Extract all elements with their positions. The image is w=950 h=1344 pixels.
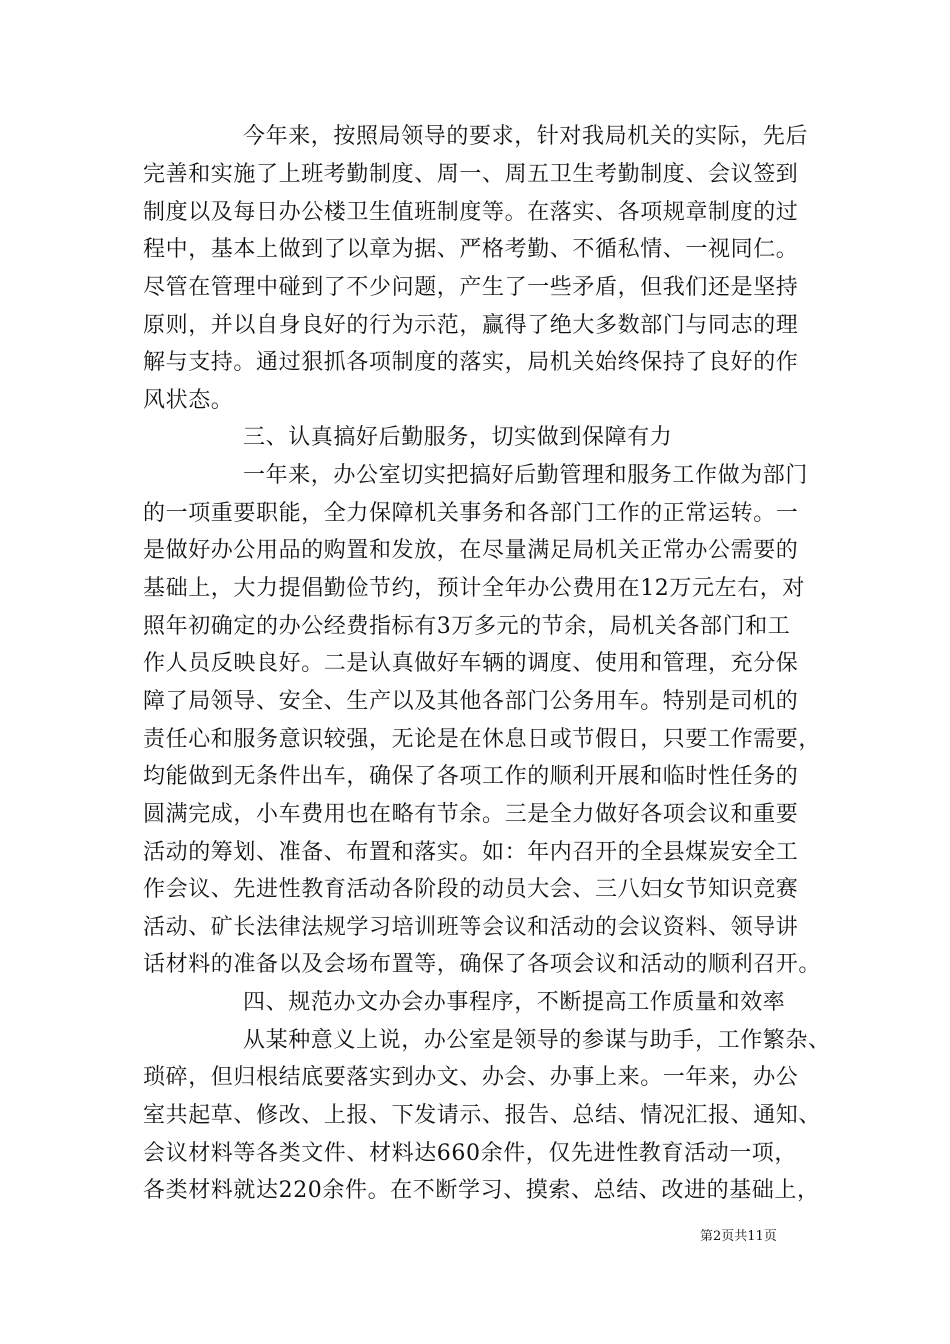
- paragraph-line: 程中，基本上做到了以章为据、严格考勤、不循私情、一视同仁。: [143, 237, 799, 262]
- paragraph-line: 是做好办公用品的购置和发放，在尽量满足局机关正常办公需要的: [143, 538, 799, 563]
- paragraph-line: 制度以及每日办公楼卫生值班制度等。在落实、各项规章制度的过: [143, 200, 799, 225]
- paragraph-line: 完善和实施了上班考勤制度、周一、周五卫生考勤制度、会议签到: [143, 162, 799, 187]
- paragraph-line: 活动的筹划、准备、布置和落实。如：年内召开的全县煤炭安全工: [143, 840, 799, 865]
- paragraph-line: 均能做到无条件出车，确保了各项工作的顺利开展和临时性任务的: [143, 764, 799, 789]
- paragraph-line: 圆满完成，小车费用也在略有节余。三是全力做好各项会议和重要: [143, 802, 799, 827]
- paragraph-line: 从某种意义上说，办公室是领导的参谋与助手，工作繁杂、: [243, 1028, 831, 1053]
- paragraph-line: 一年来，办公室切实把搞好后勤管理和服务工作做为部门: [243, 463, 809, 488]
- paragraph-line: 各类材料就达220余件。在不断学习、摸索、总结、改进的基础上，: [143, 1178, 820, 1203]
- paragraph-line: 照年初确定的办公经费指标有3万多元的节余，局机关各部门和工: [143, 614, 791, 639]
- paragraph-line: 解与支持。通过狠抓各项制度的落实，局机关始终保持了良好的作: [143, 350, 799, 375]
- paragraph-line: 责任心和服务意识较强，无论是在休息日或节假日，只要工作需要，: [143, 727, 822, 752]
- paragraph-line: 琐碎，但归根结底要落实到办文、办会、办事上来。一年来，办公: [143, 1065, 799, 1090]
- paragraph-line: 今年来，按照局领导的要求，针对我局机关的实际，先后: [243, 124, 809, 149]
- paragraph-line: 话材料的准备以及会场布置等，确保了各项会议和活动的顺利召开。: [143, 952, 822, 977]
- paragraph-line: 作会议、先进性教育活动各阶段的动员大会、三八妇女节知识竞赛: [143, 877, 799, 902]
- paragraph-line: 会议材料等各类文件、材料达660余件，仅先进性教育活动一项，: [143, 1141, 797, 1166]
- paragraph-line: 室共起草、修改、上报、下发请示、报告、总结、情况汇报、通知、: [143, 1103, 822, 1128]
- paragraph-line: 基础上，大力提倡勤俭节约，预计全年办公费用在12万元左右，对: [143, 576, 805, 601]
- section-heading: 三、认真搞好后勤服务，切实做到保障有力: [243, 425, 673, 450]
- section-heading: 四、规范办文办会办事程序，不断提高工作质量和效率: [243, 990, 786, 1015]
- paragraph-line: 活动、矿长法律法规学习培训班等会议和活动的会议资料、领导讲: [143, 915, 799, 940]
- page-number-footer: 第2页共11页: [700, 1229, 777, 1244]
- paragraph-line: 尽管在管理中碰到了不少问题，产生了一些矛盾，但我们还是坚持: [143, 275, 799, 300]
- paragraph-line: 障了局领导、安全、生产以及其他各部门公务用车。特别是司机的: [143, 689, 799, 714]
- paragraph-line: 的一项重要职能，全力保障机关事务和各部门工作的正常运转。一: [143, 501, 799, 526]
- paragraph-line: 作人员反映良好。二是认真做好车辆的调度、使用和管理，充分保: [143, 651, 799, 676]
- paragraph-line: 风状态。: [143, 388, 234, 413]
- paragraph-line: 原则，并以自身良好的行为示范，赢得了绝大多数部门与同志的理: [143, 313, 799, 338]
